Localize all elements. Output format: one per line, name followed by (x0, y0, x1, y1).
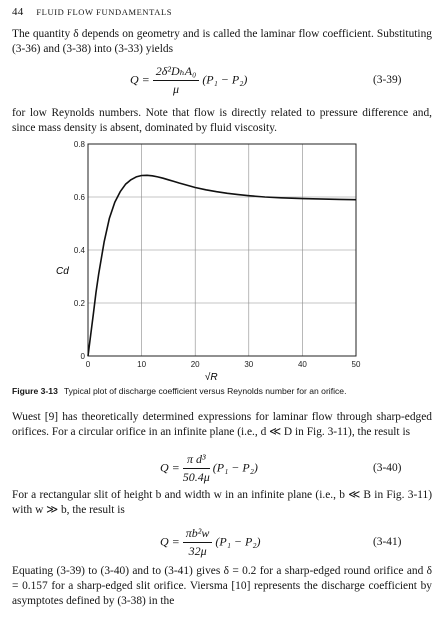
discharge-coefficient-chart (0, 140, 445, 382)
equation-numerator: 2δ²DₕA₀ (153, 64, 200, 81)
x-tick-label: 50 (351, 360, 361, 369)
equation-fraction (153, 64, 200, 97)
x-tick-label: 0 (85, 360, 91, 369)
y-tick-label: 0 (80, 352, 85, 361)
paragraph-4: For a rectangular slit of height b and width w in an infinite plane (i.e., b ≪ B in Fig. 3-11) with w ≫ b, the result is (12, 489, 432, 517)
equation-lhs: Q = (160, 534, 180, 549)
paragraph-2: for low Reynolds numbers. Note that flow is directly related to pressure difference and, since mass density is absent, dominated by fluid viscosity. (12, 107, 432, 135)
paragraph-5: Equating (3-39) to (3-40) and to (3-41) gives δ = 0.2 for a sharp-edged round orifice and δ = 0.157 for a sharp-edged slit orifice. Viersma [10] represents the discharge coefficient by asymptotes defined by (3-38) in the (12, 565, 432, 608)
x-tick-label: 10 (137, 360, 147, 369)
x-tick-label: 20 (190, 360, 200, 369)
equation-numerator: π d³ (183, 452, 210, 469)
y-tick-label: 0.2 (73, 299, 85, 308)
x-axis-label: √R (204, 372, 218, 382)
equation-number-3-39: (3-39) (373, 74, 402, 86)
y-tick-label: 0.6 (73, 193, 85, 202)
equation-lhs: Q = (130, 72, 150, 87)
equation-rhs: (P₁ − P₂) (215, 534, 261, 549)
y-tick-label: 0.8 (73, 140, 85, 149)
y-axis-label: Cd (56, 266, 69, 277)
chart-series (88, 175, 356, 356)
equation-numerator: πb²w (183, 526, 213, 543)
y-tick-label: 0.4 (73, 246, 85, 255)
running-head (12, 6, 172, 18)
figure-caption (12, 386, 437, 396)
page-number: 44 (12, 6, 24, 18)
equation-3-39 (130, 64, 247, 97)
chart-tick-labels (74, 140, 361, 369)
equation-3-40 (160, 452, 258, 485)
equation-number-3-40: (3-40) (373, 462, 402, 474)
equation-fraction (183, 452, 210, 485)
figure-caption-text: Typical plot of discharge coefficient versus Reynolds number for an orifice. (63, 386, 347, 396)
equation-rhs: (P₁ − P₂) (212, 460, 258, 475)
chart-grid (88, 144, 356, 356)
figure-caption-label: Figure 3-13 (12, 386, 58, 396)
paragraph-3: Wuest [9] has theoretically determined expressions for laminar flow through sharp-edged orifices. For a circular orifice in an infinite plane (i.e., d ≪ D in Fig. 3-11), the result is (12, 411, 432, 439)
series-line-cd (88, 175, 356, 356)
x-tick-label: 30 (244, 360, 254, 369)
equation-denominator: 50.4μ (182, 470, 210, 484)
equation-3-41 (160, 526, 260, 559)
running-title: FLUID FLOW FUNDAMENTALS (36, 7, 173, 17)
equation-denominator: μ (173, 82, 180, 96)
equation-number-3-41: (3-41) (373, 536, 402, 548)
equation-denominator: 32μ (188, 544, 207, 558)
equation-fraction (183, 526, 213, 559)
equation-rhs: (P₁ − P₂) (202, 72, 248, 87)
x-tick-label: 40 (297, 360, 307, 369)
paragraph-1: The quantity δ depends on geometry and is called the laminar flow coefficient. Substituting (3-36) and (3-38) into (3-33) yields (12, 28, 432, 56)
equation-lhs: Q = (160, 460, 180, 475)
